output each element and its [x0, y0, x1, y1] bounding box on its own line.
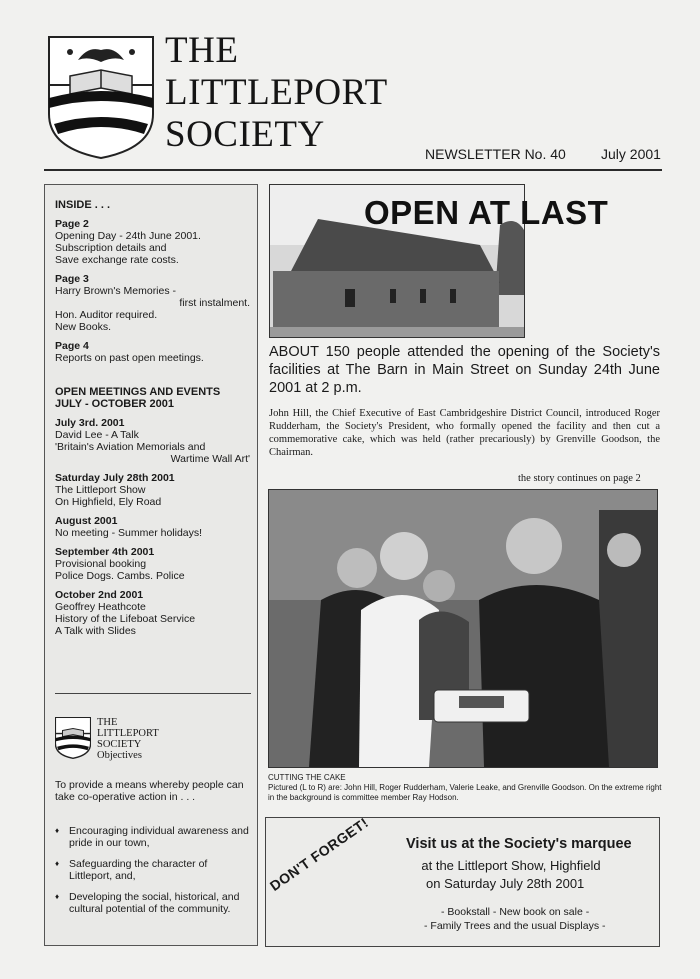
contents-line: Hon. Auditor required.: [55, 309, 158, 321]
contents-line: Subscription details and: [55, 242, 167, 254]
event-line: Police Dogs. Cambs. Police: [55, 570, 185, 582]
event-line: History of the Lifeboat Service: [55, 613, 196, 625]
contents-item: [55, 340, 250, 364]
event-item: [55, 417, 250, 465]
contents-item: [55, 218, 250, 266]
promo-title: Visit us at the Society's marquee: [406, 836, 632, 852]
objectives-list: [55, 825, 250, 924]
objective-item: ♦ Safeguarding the character of Littleport, and,: [55, 858, 250, 882]
promo-line: on Saturday July 28th 2001: [426, 876, 585, 891]
event-line: On Highfield, Ely Road: [55, 496, 162, 508]
newsletter-number: NEWSLETTER No. 40: [425, 146, 566, 162]
events-heading: OPEN MEETINGS AND EVENTS: [55, 386, 221, 398]
contents-item: [55, 273, 250, 333]
objectives-title-line: SOCIETY: [97, 739, 142, 750]
event-line: Provisional booking: [55, 558, 147, 570]
event-item: [55, 589, 250, 637]
photo-caption-text: Pictured (L to R) are: John Hill, Roger Rudderham, Valerie Leake, and Grenville Goodson. On the extreme right in the background is committee member Ray Hodson.: [268, 783, 662, 802]
society-crest-icon: [48, 36, 154, 160]
photo-caption-title: CUTTING THE CAKE: [268, 773, 346, 782]
dont-forget-stamp: DON'T FORGET!: [266, 814, 372, 894]
masthead-title-line: LITTLEPORT: [165, 72, 388, 113]
contents-line: Reports on past open meetings.: [55, 352, 204, 364]
event-item: [55, 472, 250, 508]
event-line: Wartime Wall Art': [170, 453, 250, 465]
promo-line: - Family Trees and the usual Displays -: [424, 920, 606, 932]
society-crest-small-icon: [55, 717, 91, 759]
contents-page-label: Page 3: [55, 273, 89, 285]
article-lead: ABOUT 150 people attended the opening of the Society's facilities at The Barn in Main Street on Sunday 24th June 2001 at 2 p.m.: [269, 344, 660, 396]
cake-cutting-photo: [268, 489, 658, 768]
promo-line: at the Littleport Show, Highfield: [421, 858, 601, 873]
event-line: The Littleport Show: [55, 484, 146, 496]
event-item: [55, 515, 250, 539]
event-date: August 2001: [55, 515, 118, 527]
article-headline: OPEN AT LAST: [364, 194, 609, 231]
event-line: David Lee - A Talk: [55, 429, 139, 441]
masthead-title-line: SOCIETY: [165, 114, 325, 155]
event-date: Saturday July 28th 2001: [55, 472, 175, 484]
event-date: July 3rd. 2001: [55, 417, 125, 429]
event-line: No meeting - Summer holidays!: [55, 527, 203, 539]
article-continues: the story continues on page 2: [518, 473, 641, 484]
contents-line: Save exchange rate costs.: [55, 254, 179, 266]
show-promo-box: [265, 814, 660, 947]
sidebar-divider: [55, 693, 251, 694]
contents-page-label: Page 4: [55, 340, 89, 352]
sidebar: [44, 184, 258, 946]
event-line: A Talk with Slides: [55, 625, 136, 637]
contents-line: first instalment.: [179, 297, 250, 309]
event-item: [55, 546, 250, 582]
inside-heading: INSIDE . . .: [55, 199, 111, 211]
event-line: 'Britain's Aviation Memorials and: [55, 441, 206, 453]
article-body: John Hill, the Chief Executive of East Cambridgeshire District Council, introduced Roger Rudderham, the Society's President, who formally opened the facility and then cut a commemorative cake, which was held (rather precariously) by Grenville Goodson, the Chairman.: [269, 408, 660, 458]
objectives-title-line: THE: [97, 717, 118, 728]
contents-section: [55, 193, 250, 637]
newsletter-date: July 2001: [601, 146, 661, 162]
objectives-title: [97, 717, 159, 761]
masthead-title-line: THE: [165, 30, 239, 71]
promo-line: - Bookstall - New book on sale -: [441, 906, 590, 918]
objectives-title-line: Objectives: [97, 750, 142, 761]
contents-page-label: Page 2: [55, 218, 89, 230]
masthead-divider: [44, 169, 662, 171]
contents-line: Harry Brown's Memories -: [55, 285, 177, 297]
objectives-intro: To provide a means whereby people can take co-operative action in . . .: [55, 779, 244, 803]
event-date: September 4th 2001: [55, 546, 155, 558]
objectives-title-line: LITTLEPORT: [97, 728, 159, 739]
masthead-title: [165, 30, 388, 156]
event-line: Geoffrey Heathcote: [55, 601, 146, 613]
objective-item: ♦ Encouraging individual awareness and pride in our town,: [55, 825, 250, 849]
contents-line: New Books.: [55, 321, 112, 333]
contents-line: Opening Day - 24th June 2001.: [55, 230, 201, 242]
events-heading: JULY - OCTOBER 2001: [55, 398, 175, 410]
objective-item: ♦ Developing the social, historical, and cultural potential of the community.: [55, 891, 250, 915]
event-date: October 2nd 2001: [55, 589, 144, 601]
